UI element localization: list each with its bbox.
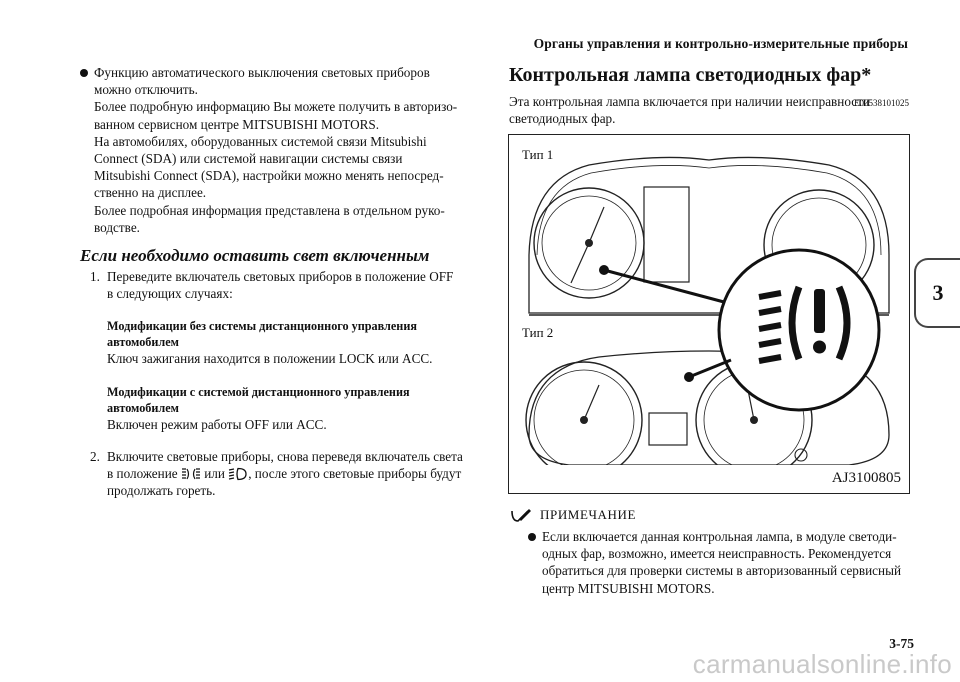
note-body: Если включается данная контрольная лампа, в модуле светоди- одных фар, возможно, имеется неисправность. Рекомендуется обратиться для проверки системы в авторизованный сервисный центр MITSUBISHI MOTORS. [528, 528, 918, 597]
running-header: Органы управления и контрольно-измерительные приборы [533, 36, 908, 51]
variant-no-remote [80, 318, 490, 367]
right-column [509, 64, 911, 127]
step-1: 1. Переведите включатель световых приборов в положение OFF в следующих случаях: [90, 269, 454, 302]
document-code: E00538101025 [854, 98, 909, 108]
left-column [80, 64, 490, 499]
bullet-text: Функцию автоматического выключения световых приборов можно отключить. Более подробную информацию Вы можете получить в авторизо- ванном сервисном центре MITSUBISHI MOTORS. На автомобилях, оборудованных системой связи Mitsubishi Connect (SDA) или системой навигации системы связи Mitsubishi Connect (SDA), настройки можно менять непосред- ственно на дисплее. Более подробная информация представлена в отдельном руко- водстве. [94, 65, 458, 235]
step-number: 2. [90, 448, 100, 464]
auto-off-bullet [80, 64, 490, 236]
headlight-icon [228, 467, 248, 481]
step-number: 1. [90, 269, 100, 285]
type2-center-display [649, 413, 687, 445]
note-heading: ПРИМЕЧАНИЕ [510, 507, 636, 523]
variant-body: Ключ зажигания находится в положении LOCK или ACC. [107, 351, 433, 367]
watermark: carmanualsonline.info [692, 649, 952, 679]
intro-text: Эта контрольная лампа включается при наличии неисправности светодиодных фар. [509, 94, 870, 127]
section-heading: Если необходимо оставить свет включенным [80, 246, 430, 266]
instrument-cluster-figure [508, 134, 910, 494]
pencil-note-icon [510, 507, 532, 523]
parking-light-icon [181, 467, 201, 481]
variant-title: Модификации без системы дистанционного управления [107, 319, 417, 334]
chapter-tab: 3 [914, 258, 960, 328]
figure-code: AJ3100805 [831, 470, 901, 486]
magnified-callout [719, 250, 879, 410]
cluster-illustration [509, 135, 909, 465]
type1-center-display [644, 187, 689, 282]
step-2: 2. Включите световые приборы, снова переведя включатель света в положение или , после этого световые приборы будут продолжать гореть. [90, 448, 463, 499]
variant-with-remote [80, 384, 490, 433]
type1-label: Тип 1 [522, 147, 554, 162]
variant-body: Включен режим работы OFF или ACC. [107, 416, 327, 432]
variant-title: автомобилем [107, 335, 179, 350]
bullet-icon [80, 69, 88, 77]
type2-label: Тип 2 [522, 325, 554, 340]
section-title: Контрольная лампа светодиодных фар* [509, 64, 872, 86]
variant-title: автомобилем [107, 400, 179, 415]
bullet-icon [528, 533, 536, 541]
variant-title: Модификации с системой дистанционного управления [107, 384, 410, 399]
page-number: 3-75 [889, 636, 914, 651]
